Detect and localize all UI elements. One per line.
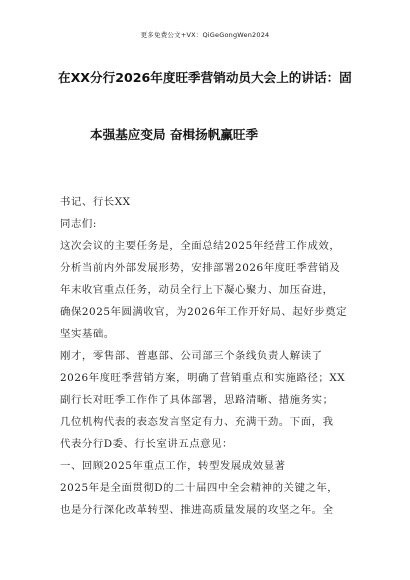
title-line-2: 本强基应变局 奋楫扬帆赢旺季 — [90, 127, 259, 142]
paragraph-line: 2026年度旺季营销方案，明确了营销重点和实施路径；XX — [60, 372, 346, 384]
paragraph-line: 刚才，零售部、普惠部、公司部三个条线负责人解读了 — [60, 350, 323, 362]
paragraph-line: 确保2025年圆满收官，为2026年工作开好局、起好步奠定 — [60, 306, 348, 318]
paragraph-line: 年末收官重点任务，动员全行上下凝心聚力、加压奋进， — [60, 284, 334, 296]
salutation-colleagues: 同志们: — [60, 218, 97, 230]
paragraph-line: 代表分行D委、行长室讲五点意见： — [60, 438, 233, 450]
paragraph-line: 分析当前内外部发展形势，安排部署2026年度旺季营销及 — [60, 262, 341, 274]
paragraph-line: 这次会议的主要任务是，全面总结2025年经营工作成效， — [60, 240, 341, 252]
title-line-1: 在XX分行2026年度旺季营销动员大会上的讲话：固 — [58, 70, 352, 85]
paragraph-line: 副行长对旺季工作作了具体部署，思路清晰、措施务实； — [60, 394, 334, 406]
paragraph-line: 坚实基础。 — [60, 328, 115, 340]
paragraph-line: 也是分行深化改革转型、推进高质量发展的攻坚之年。全 — [60, 504, 334, 516]
header-note: 更多免费公文+VX：QiGeGongWen2024 — [140, 31, 270, 39]
paragraph-line: 几位机构代表的表态发言坚定有力、充满干劲。下面，我 — [60, 416, 334, 428]
salutation-leaders: 书记、行长XX — [60, 196, 131, 208]
paragraph-line: 2025年是全面贯彻D的二十届四中全会精神的关键之年， — [60, 482, 339, 494]
section-heading: 一、回顾2025年重点工作，转型发展成效显著 — [60, 460, 286, 472]
